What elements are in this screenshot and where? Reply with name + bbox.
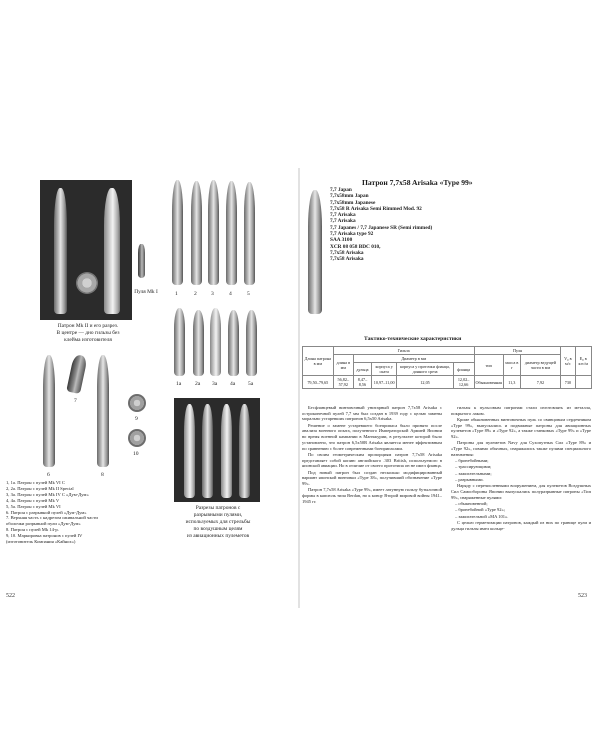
th-case-length: длина в мм [333,355,353,376]
designation: 7,7 Arisaka [330,212,356,219]
legend-line: 4, 4a. Патрон с пулей Mk V [6,497,60,503]
photo-sectioned-cartridges [174,398,260,502]
cell: 8,47–8,56 [353,376,371,389]
designation: 7,7x58 Arisaka [330,256,364,263]
label-10: 10 [133,451,139,457]
th-body: корпуса у ската [371,363,396,376]
list-item: – обыкновенной; [455,501,488,506]
page-gutter [298,168,300,608]
designation: 7,7 Japan [330,187,352,193]
specs-table [302,346,592,389]
th-type: тип [474,355,503,376]
body-column-2 [451,405,591,532]
list-item: – разрывными. [455,477,484,482]
paragraph: Под новый патрон был создан несколько модифицированный вариант японской винтовки «Type 38», получивший обозначение «Type 99». [302,469,442,486]
paragraph: Решение о замене устаревшего боеприпаса было принято после анализа военного опыта, полученного Императорской Армией Японии во время военной кампании в Манчжурии, в результате которой было установлено, что патрон 6,5x50R Arisaka является менее эффективным по сравнению с более современными боеприпасами. [302,422,442,451]
designation: 7,7x58 R Arisaka Semi Rimmed Mod. 92 [330,205,422,212]
cell: 79,50–79,65 [303,376,334,389]
designation: 7,7 Arisaka type 92 [330,231,374,238]
legend-line: 8. Патрон с пулей Mk 14-p. [6,527,59,533]
arisaka-cartridge [308,190,322,314]
cartridge-6 [43,355,55,467]
label-8: 8 [101,472,104,478]
row-bottom-number: 3a [212,381,218,387]
legend-line: 5, 5a. Патрон с пулей Mk VI [6,503,61,509]
body-column-1 [302,405,442,505]
th-bullet: Пуля [474,347,561,355]
page-number-left: 522 [6,593,15,599]
row-bottom-number: 5a [248,381,254,387]
cell: Обыкновенная [474,376,503,389]
cartridge-base-10 [128,429,146,447]
label-9: 9 [135,416,138,422]
row-top-number: 2 [194,291,197,297]
paragraph: гильзы к пульсовым патронам стали изготовлять из металла, покрытого лаком. [451,405,591,416]
paragraph: Патроны для пулеметов Navy для Сухопутных Сил «Type 89» и «Type 92», помимо обычных, снаряжались также пулями специального назначения: [451,440,591,457]
legend-line: 7. Верхняя часть с надрезом оживальной части [6,515,98,521]
th-diameter: Диаметр в мм [353,355,474,363]
th-flange: фланца [453,363,474,376]
cell: 12,05 [397,376,453,389]
designation: SAA 3100 [330,237,353,244]
th-neck: дульца [353,363,371,376]
cell [575,376,592,389]
list-item: – зажигательной «MA 101». [455,513,509,519]
cell: 56,82–57,92 [333,376,353,389]
th-e0: E₀ в кгс/м [575,347,592,376]
paragraph: Бесфланцевый винтовочный унитарный патрон 7,7x58 Arisaka с остроконечной пулей 7,7 мм был создан в 1939 году с целью замены морально устаревших патронов 6,5x50 Arisaka. [302,405,442,422]
cartridge-base-9 [128,394,146,412]
list-item: – трассирующими; [455,464,492,470]
row-top-number: 4 [229,291,232,297]
photo-mk2-cartridge [40,180,132,320]
th-body-flange: корпуса у проточки фланца, донного среза [397,363,453,376]
th-case: Гильза [333,347,474,355]
legend-line: 1, 1a. Патрон с пулей Mk VI C [6,480,65,485]
designation-list [330,187,432,263]
paragraph: По своим геометрическим пропорциям патрон 7,7x58 Arisaka представляет собой копию английского .303 British, используемого в японской авиации. Но в отличие от своего прототипа он не имел фланца. [302,451,442,469]
row-bottom-number: 4a [230,381,236,387]
list-item: – зажигательными; [455,470,492,476]
figure-legend [6,480,156,545]
label-7: 7 [74,398,77,404]
legend-line: 6. Патрон с разрывной пулей «Дум-Дум» [6,509,87,515]
bullet-mk1-label: Пуля Mk I [134,289,158,295]
paragraph: Кроме обыкновенных винтовочных пуль со свинцовым сердечником «Type 99», выпускались и подвижные патроны для авиационных пулеметов «Type 89» и «Type 92», а также станковых «Type 99» и «Type 92». [451,417,591,440]
row-bottom-number: 2a [195,381,201,387]
row-top-number: 1 [175,291,178,297]
photo-mk2-caption: Патрон Mk II и его разрез. В центре — дно гильзы без клейма изготовителя [56,323,120,343]
table-row [303,376,592,389]
designation: 7,7 Arisaka [330,218,356,225]
th-v0: V₀ в м/с [561,347,575,376]
table-title: Тактико-технические характеристики [364,336,462,342]
legend-line: (изготовитель Компания «Кайнох») [6,539,76,545]
designation: 7,7x58mm Japan [330,193,369,200]
cell: 11,3 [503,376,520,389]
list-item: – бронебойными; [455,458,489,464]
legend-line: 3, 3a. Патрон с пулей Mk IV C «Дум-Дум» [6,491,89,497]
list-item: – бронебойной «Type 92»; [455,507,506,513]
label-6: 6 [47,472,50,478]
cell: 10,97–11,00 [371,376,396,389]
legend-line: 2, 2a. Патрон с пулей Mk II Special [6,485,74,491]
cell: 12,02–12,66 [453,376,474,389]
sectioned-caption: Разрезы патронов с разрывными пулями, используемых для стрельбы по воздушным целям из авиационных пулеметов [185,505,251,539]
legend-line: 9, 10. Маркировка патронов с пулей IV [6,533,83,539]
designation: XCR 08 058 BDC 010, [330,243,381,250]
th-mass: масса в г [503,355,520,376]
paragraph: С целью герметизации патронов, каждый из них по границе пули и дульца гильзы имел кольце- [451,519,591,531]
row-top-number: 3 [211,291,214,297]
paragraph: Наряду с перечисленными вооружением, для пулеметов Воздушных Сил Самообороны Японии выпускались полуразрывные патроны «Тип 99», снаряженные пулями: [451,483,591,500]
page-number-right: 523 [578,593,587,599]
th-lead-diameter: диаметр ведущей части в мм [520,355,561,376]
cell: 7,92 [520,376,561,389]
cell: 730 [561,376,575,389]
paragraph: Патрон 7,7x58 Arisaka «Type 99», имеет латунную гильзу бутылочной формы в капсюль типа Berdan, но к концу Второй мировой войны 1941–1945 гг. [302,487,442,504]
row-top-number: 5 [247,291,250,297]
bullet-mk1 [138,244,145,278]
legend-line: оболочки разрывной пули «Дум-Дум» [6,521,81,527]
cartridge-8 [97,355,109,467]
th-length: Длина патрона в мм [303,347,334,376]
page-title: Патрон 7,7x58 Arisaka «Type 99» [362,178,473,187]
designation: 7,7x58 Arisaka [330,249,364,256]
designation: 7,7 Japanes / 7,7 Japanese SR (Semi rimmed) [330,224,433,231]
designation: 7,7x58mm Japanese [330,199,376,206]
row-bottom-number: 1a [176,381,182,387]
